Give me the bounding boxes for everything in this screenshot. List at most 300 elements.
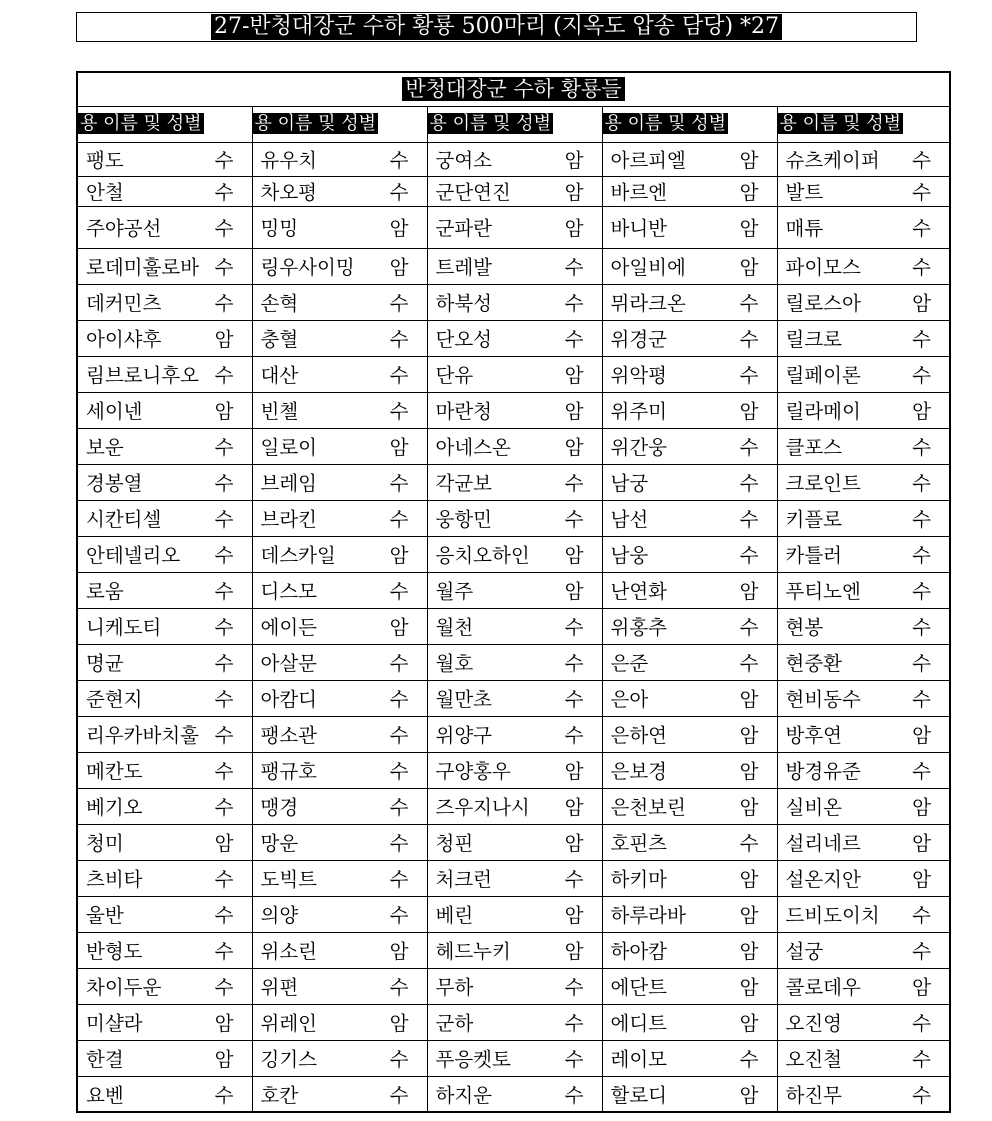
dragon-name: 은천보린 — [610, 796, 686, 819]
dragon-entry — [252, 788, 427, 824]
dragon-entry — [777, 500, 950, 536]
dragon-entry — [252, 428, 427, 464]
dragon-name: 은보경 — [610, 760, 668, 783]
dragon-name: 보운 — [86, 436, 124, 459]
dragon-name: 빈첼 — [260, 400, 299, 423]
dragon-entry — [77, 1004, 252, 1040]
dragon-entry — [77, 1040, 252, 1076]
dragon-sex: 수 — [739, 616, 759, 639]
dragon-entry — [777, 248, 950, 284]
table-row — [77, 320, 950, 356]
dragon-name: 설궁 — [785, 940, 824, 963]
dragon-entry — [77, 752, 252, 788]
document-title: 27-반청대장군 수하 황룡 500마리 (지옥도 압송 담당) *27 — [211, 14, 782, 40]
dragon-sex: 암 — [389, 616, 409, 639]
dragon-entry — [252, 608, 427, 644]
dragon-entry — [777, 716, 950, 752]
dragon-name: 망운 — [260, 832, 299, 855]
table-row — [77, 608, 950, 644]
table-row — [77, 142, 950, 176]
dragon-sex: 수 — [739, 652, 759, 675]
dragon-name: 청핀 — [435, 832, 474, 855]
dragon-name: 즈우지나시 — [435, 796, 530, 819]
dragon-sex: 암 — [214, 400, 234, 423]
dragon-entry — [77, 284, 252, 320]
dragon-entry — [427, 788, 602, 824]
table-row — [77, 356, 950, 392]
dragon-sex: 암 — [739, 1083, 759, 1107]
dragon-name: 메칸도 — [86, 760, 143, 783]
dragon-sex: 암 — [739, 400, 759, 423]
dragon-sex: 수 — [564, 292, 584, 315]
dragon-name: 월천 — [435, 616, 474, 639]
dragon-sex: 수 — [564, 508, 584, 531]
dragon-sex: 수 — [564, 616, 584, 639]
dragon-entry — [427, 932, 602, 968]
dragon-entry — [777, 1040, 950, 1076]
dragon-sex: 수 — [389, 652, 409, 675]
dragon-name: 밍밍 — [260, 217, 299, 240]
dragon-sex: 수 — [389, 1048, 409, 1071]
column-header: 용 이름 및 성별 — [779, 113, 901, 134]
dragon-entry — [777, 644, 950, 680]
dragon-entry — [602, 608, 777, 644]
dragon-sex: 암 — [389, 256, 409, 279]
dragon-sex: 수 — [739, 472, 759, 495]
dragon-sex: 수 — [739, 1048, 759, 1071]
dragon-entry — [77, 206, 252, 248]
dragon-entry — [427, 320, 602, 356]
table-row — [77, 716, 950, 752]
dragon-name: 하키마 — [610, 868, 668, 891]
dragon-entry — [602, 896, 777, 932]
dragon-entry — [252, 500, 427, 536]
dragon-entry — [427, 176, 602, 206]
dragon-name: 마란청 — [435, 400, 493, 423]
dragon-entry — [77, 788, 252, 824]
dragon-entry — [77, 176, 252, 206]
dragon-entry — [77, 680, 252, 716]
dragon-entry — [77, 142, 252, 176]
dragon-name: 처크런 — [435, 868, 493, 891]
dragon-sex: 암 — [564, 436, 584, 459]
dragon-sex: 수 — [214, 149, 234, 172]
dragon-name: 미샬라 — [86, 1012, 143, 1035]
dragon-entry — [602, 428, 777, 464]
table-row — [77, 1076, 950, 1112]
table-row — [77, 392, 950, 428]
dragon-sex: 수 — [912, 1083, 931, 1107]
dragon-name: 월주 — [435, 580, 474, 603]
dragon-name: 대산 — [260, 364, 299, 387]
dragon-sex: 수 — [912, 1048, 931, 1071]
table-row — [77, 248, 950, 284]
dragon-name: 응치오하인 — [435, 544, 530, 567]
dragon-sex: 수 — [564, 328, 584, 351]
dragon-entry — [252, 824, 427, 860]
dragon-name: 단유 — [435, 364, 474, 387]
dragon-name: 설온지안 — [785, 868, 861, 891]
column-header: 용 이름 및 성별 — [254, 113, 376, 134]
dragon-entry — [777, 206, 950, 248]
dragon-name: 브라킨 — [260, 508, 318, 531]
dragon-name: 에디트 — [610, 1012, 668, 1035]
dragon-name: 남궁 — [610, 472, 649, 495]
dragon-name: 위경군 — [610, 328, 668, 351]
dragon-entry — [427, 644, 602, 680]
dragon-name: 청미 — [86, 832, 124, 855]
dragon-sex: 수 — [739, 832, 759, 855]
table-row — [77, 680, 950, 716]
dragon-name: 은준 — [610, 652, 649, 675]
dragon-entry — [427, 1040, 602, 1076]
dragon-sex: 암 — [214, 1048, 234, 1071]
dragon-entry — [252, 932, 427, 968]
dragon-name: 바르엔 — [610, 181, 668, 204]
dragon-name: 방경유준 — [785, 760, 861, 783]
dragon-name: 하북성 — [435, 292, 493, 315]
table-row — [77, 464, 950, 500]
dragon-entry — [77, 572, 252, 608]
dragon-entry — [252, 752, 427, 788]
dragon-sex: 암 — [739, 760, 759, 783]
dragon-sex: 수 — [214, 760, 234, 783]
dragon-sex: 수 — [389, 976, 409, 999]
dragon-name: 위악평 — [610, 364, 668, 387]
table-row — [77, 284, 950, 320]
dragon-entry — [427, 500, 602, 536]
dragon-sex: 암 — [564, 796, 584, 819]
dragon-entry — [252, 176, 427, 206]
dragon-name: 남선 — [610, 508, 649, 531]
dragon-sex: 수 — [912, 1012, 931, 1035]
dragon-name: 호칸 — [260, 1083, 299, 1107]
dragon-sex: 수 — [389, 796, 409, 819]
dragon-name: 오진철 — [785, 1048, 843, 1071]
dragon-sex: 수 — [389, 580, 409, 603]
dragon-entry — [602, 392, 777, 428]
dragon-sex: 수 — [389, 760, 409, 783]
dragon-name: 오진영 — [785, 1012, 843, 1035]
dragon-entry — [252, 968, 427, 1004]
dragon-entry — [427, 860, 602, 896]
dragon-name: 안테넬리오 — [86, 544, 181, 567]
dragon-sex: 암 — [739, 217, 759, 240]
dragon-entry — [777, 968, 950, 1004]
dragon-sex: 수 — [564, 868, 584, 891]
dragon-entry — [427, 572, 602, 608]
dragon-sex: 암 — [564, 400, 584, 423]
dragon-sex: 수 — [214, 868, 234, 891]
dragon-name: 뮈라크온 — [610, 292, 686, 315]
dragon-name: 각균보 — [435, 472, 493, 495]
dragon-entry — [777, 932, 950, 968]
dragon-entry — [777, 392, 950, 428]
dragon-name: 차오평 — [260, 181, 318, 204]
dragon-sex: 수 — [389, 904, 409, 927]
dragon-name: 하진무 — [785, 1083, 843, 1107]
dragon-name: 월만초 — [435, 688, 493, 711]
dragon-entry — [77, 428, 252, 464]
dragon-name: 단오성 — [435, 328, 493, 351]
dragon-name: 요벤 — [86, 1083, 124, 1107]
dragon-entry — [252, 392, 427, 428]
dragon-entry — [602, 572, 777, 608]
dragon-sex: 암 — [389, 217, 409, 240]
dragon-name: 데커민츠 — [86, 292, 162, 315]
dragon-sex: 암 — [739, 580, 759, 603]
table-row — [77, 428, 950, 464]
dragon-entry — [602, 680, 777, 716]
dragon-sex: 수 — [912, 149, 931, 172]
dragon-entry — [77, 392, 252, 428]
dragon-sex: 수 — [389, 688, 409, 711]
dragon-sex: 암 — [564, 217, 584, 240]
dragon-sex: 암 — [564, 580, 584, 603]
dragon-sex: 수 — [739, 328, 759, 351]
dragon-sex: 수 — [912, 688, 931, 711]
dragon-entry — [77, 248, 252, 284]
dragon-name: 트레발 — [435, 256, 493, 279]
dragon-sex: 수 — [214, 940, 234, 963]
dragon-sex: 수 — [912, 472, 931, 495]
dragon-sex: 수 — [564, 724, 584, 747]
dragon-sex: 수 — [389, 364, 409, 387]
dragon-name: 은아 — [610, 688, 649, 711]
dragon-sex: 수 — [214, 904, 234, 927]
table-caption: 반청대장군 수하 황룡들 — [402, 77, 624, 101]
dragon-name: 시칸티셀 — [86, 508, 162, 531]
dragon-entry — [77, 896, 252, 932]
dragon-name: 카틀러 — [785, 544, 843, 567]
dragon-name: 월호 — [435, 652, 474, 675]
dragon-sex: 수 — [564, 1012, 584, 1035]
dragon-entry — [427, 824, 602, 860]
dragon-entry — [77, 968, 252, 1004]
dragon-sex: 암 — [739, 904, 759, 927]
dragon-name: 명균 — [86, 652, 124, 675]
dragon-entry — [77, 536, 252, 572]
dragon-entry — [77, 356, 252, 392]
dragon-name: 위편 — [260, 976, 299, 999]
dragon-name: 난연화 — [610, 580, 668, 603]
dragon-name: 호핀츠 — [610, 832, 668, 855]
dragon-sex: 수 — [214, 1083, 234, 1107]
dragon-entry — [77, 824, 252, 860]
dragon-entry — [777, 284, 950, 320]
dragon-name: 맹경 — [260, 796, 299, 819]
dragon-name: 위간웅 — [610, 436, 668, 459]
dragon-name: 팽규호 — [260, 760, 318, 783]
dragon-name: 매튜 — [785, 217, 824, 240]
dragon-sex: 수 — [214, 796, 234, 819]
dragon-sex: 암 — [389, 436, 409, 459]
dragon-sex: 수 — [389, 292, 409, 315]
dragon-sex: 암 — [739, 688, 759, 711]
dragon-name: 릴페이론 — [785, 364, 861, 387]
dragon-entry — [777, 752, 950, 788]
dragon-sex: 수 — [389, 328, 409, 351]
dragon-entry — [777, 572, 950, 608]
dragon-entry — [602, 860, 777, 896]
dragon-sex: 암 — [564, 364, 584, 387]
table-row — [77, 932, 950, 968]
dragon-name: 충혈 — [260, 328, 299, 351]
dragon-entry — [427, 968, 602, 1004]
dragon-name: 링우사이밍 — [260, 256, 355, 279]
dragon-name: 아캄디 — [260, 688, 318, 711]
dragon-sex: 암 — [564, 544, 584, 567]
dragon-name: 위홍추 — [610, 616, 668, 639]
dragon-entry — [252, 1040, 427, 1076]
dragon-entry — [77, 644, 252, 680]
dragon-entry — [777, 536, 950, 572]
dragon-entry — [777, 356, 950, 392]
column-header: 용 이름 및 성별 — [80, 113, 202, 134]
dragon-entry — [427, 464, 602, 500]
dragon-name: 손혁 — [260, 292, 299, 315]
dragon-name: 클포스 — [785, 436, 843, 459]
dragon-entry — [77, 932, 252, 968]
dragon-entry — [427, 428, 602, 464]
roster-body — [77, 142, 950, 1112]
dragon-name: 니케도티 — [86, 616, 162, 639]
dragon-sex: 수 — [214, 688, 234, 711]
dragon-name: 베기오 — [86, 796, 143, 819]
dragon-sex: 암 — [564, 181, 584, 204]
dragon-sex: 수 — [564, 652, 584, 675]
dragon-sex: 수 — [564, 688, 584, 711]
dragon-name: 림브로니후오 — [86, 364, 200, 387]
dragon-name: 드비도이치 — [785, 904, 880, 927]
dragon-name: 로움 — [86, 580, 124, 603]
dragon-sex: 수 — [912, 364, 931, 387]
dragon-name: 디스모 — [260, 580, 318, 603]
dragon-sex: 수 — [214, 724, 234, 747]
dragon-sex: 암 — [912, 400, 931, 423]
column-header: 용 이름 및 성별 — [604, 113, 726, 134]
dragon-entry — [427, 392, 602, 428]
table-row — [77, 536, 950, 572]
dragon-entry — [602, 932, 777, 968]
dragon-sex: 수 — [564, 472, 584, 495]
dragon-sex: 수 — [214, 181, 234, 204]
dragon-sex: 수 — [214, 652, 234, 675]
dragon-sex: 수 — [912, 544, 931, 567]
dragon-sex: 수 — [214, 436, 234, 459]
dragon-sex: 암 — [739, 976, 759, 999]
dragon-name: 팽도 — [86, 149, 124, 172]
dragon-name: 하지운 — [435, 1083, 493, 1107]
dragon-sex: 수 — [564, 976, 584, 999]
dragon-name: 데스카일 — [260, 544, 336, 567]
dragon-name: 유우치 — [260, 149, 318, 172]
dragon-entry — [252, 1076, 427, 1112]
dragon-entry — [777, 896, 950, 932]
dragon-name: 방후연 — [785, 724, 843, 747]
dragon-name: 에이든 — [260, 616, 318, 639]
dragon-name: 웅항민 — [435, 508, 493, 531]
dragon-entry — [77, 608, 252, 644]
dragon-entry — [427, 284, 602, 320]
column-header: 용 이름 및 성별 — [429, 113, 551, 134]
dragon-entry — [777, 788, 950, 824]
dragon-sex: 암 — [564, 832, 584, 855]
table-row — [77, 206, 950, 248]
dragon-sex: 암 — [564, 940, 584, 963]
dragon-entry — [602, 788, 777, 824]
dragon-sex: 암 — [564, 760, 584, 783]
dragon-name: 현비동수 — [785, 688, 861, 711]
dragon-name: 아살문 — [260, 652, 318, 675]
dragon-entry — [777, 680, 950, 716]
dragon-entry — [77, 500, 252, 536]
dragon-name: 무하 — [435, 976, 474, 999]
dragon-entry — [252, 860, 427, 896]
dragon-entry — [252, 356, 427, 392]
dragon-entry — [427, 680, 602, 716]
dragon-name: 깅기스 — [260, 1048, 318, 1071]
dragon-name: 의양 — [260, 904, 299, 927]
dragon-name: 군단연진 — [435, 181, 511, 204]
dragon-sex: 암 — [389, 544, 409, 567]
dragon-sex: 암 — [912, 724, 931, 747]
dragon-entry — [77, 1076, 252, 1112]
dragon-sex: 수 — [389, 400, 409, 423]
dragon-sex: 암 — [912, 832, 931, 855]
dragon-entry — [777, 464, 950, 500]
dragon-entry — [252, 248, 427, 284]
dragon-name: 설리네르 — [785, 832, 861, 855]
column-header-row — [77, 106, 950, 142]
dragon-entry — [602, 464, 777, 500]
dragon-entry — [602, 752, 777, 788]
dragon-sex: 수 — [214, 976, 234, 999]
dragon-sex: 수 — [739, 292, 759, 315]
table-row — [77, 176, 950, 206]
dragon-name: 현봉 — [785, 616, 824, 639]
dragon-name: 아이샤후 — [86, 328, 162, 351]
dragon-entry — [777, 320, 950, 356]
dragon-name: 로데미훌로바 — [86, 256, 200, 279]
dragon-sex: 수 — [912, 904, 931, 927]
dragon-sex: 수 — [912, 652, 931, 675]
dragon-name: 도빅트 — [260, 868, 318, 891]
dragon-sex: 수 — [389, 1083, 409, 1107]
dragon-name: 하루라바 — [610, 904, 686, 927]
document-title-box — [76, 12, 917, 42]
dragon-name: 팽소관 — [260, 724, 318, 747]
dragon-name: 준현지 — [86, 688, 143, 711]
table-row — [77, 752, 950, 788]
dragon-entry — [777, 428, 950, 464]
dragon-entry — [427, 248, 602, 284]
dragon-sex: 수 — [564, 1083, 584, 1107]
dragon-entry — [77, 464, 252, 500]
dragon-sex: 수 — [739, 508, 759, 531]
dragon-name: 위양구 — [435, 724, 493, 747]
dragon-entry — [252, 716, 427, 752]
dragon-entry — [252, 142, 427, 176]
dragon-sex: 수 — [389, 832, 409, 855]
dragon-name: 아일비에 — [610, 256, 686, 279]
dragon-name: 울반 — [86, 904, 124, 927]
dragon-entry — [427, 536, 602, 572]
dragon-entry — [427, 716, 602, 752]
dragon-sex: 암 — [739, 940, 759, 963]
dragon-sex: 수 — [214, 217, 234, 240]
dragon-sex: 수 — [912, 436, 931, 459]
